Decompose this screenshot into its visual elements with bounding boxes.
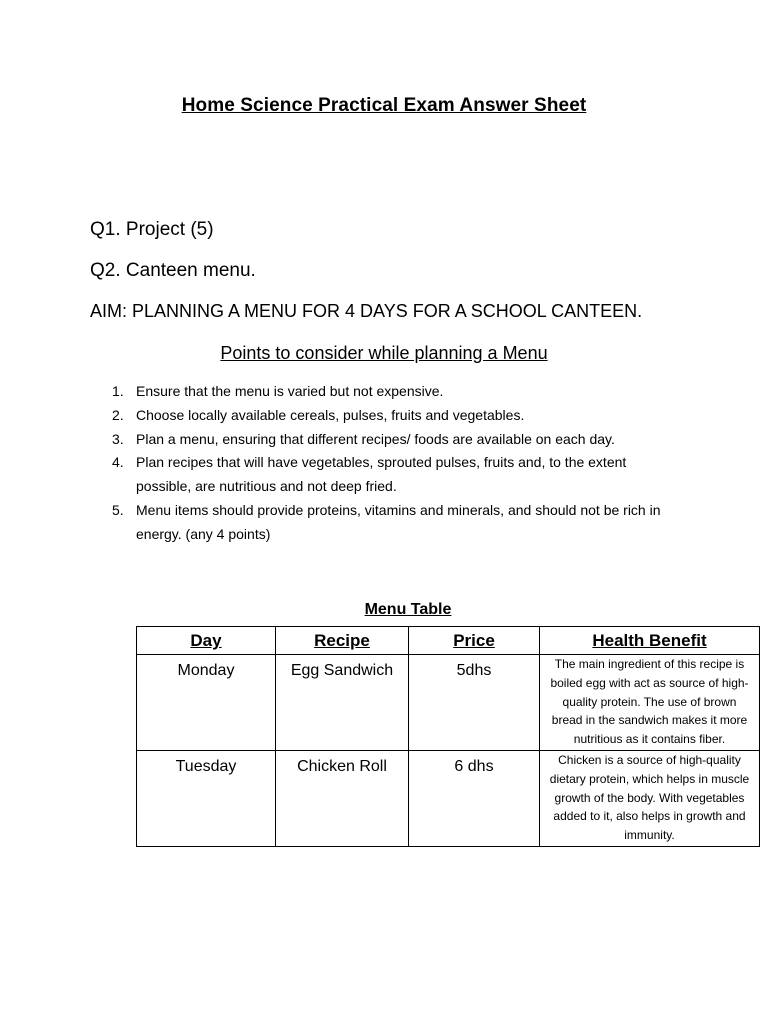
points-list: [112, 380, 682, 547]
list-item: [112, 428, 682, 452]
price-cell: 6 dhs: [409, 750, 540, 846]
health-benefit-cell: The main ingredient of this recipe is boiled egg with act as source of high-quality protein. The use of brown bread in the sandwich makes it more nutritious as it contains fiber.: [540, 655, 760, 751]
list-number: 1.: [112, 383, 124, 399]
list-text: Choose locally available cereals, pulses, fruits and vegetables.: [136, 406, 525, 423]
column-header-price: Price: [409, 627, 540, 655]
list-text: Menu items should provide proteins, vitamins and minerals, and should not be rich in energy. (any 4 points): [136, 501, 661, 542]
list-number: 2.: [112, 406, 124, 423]
column-header-health-benefit: Health Benefit: [540, 627, 760, 655]
menu-table: [136, 626, 760, 847]
list-number: 4.: [112, 454, 124, 471]
aim-statement: AIM: PLANNING A MENU FOR 4 DAYS FOR A SCHOOL CANTEEN.: [90, 301, 643, 321]
day-cell: Tuesday: [137, 750, 276, 846]
question-1: Q1. Project (5): [90, 219, 214, 240]
points-heading: Points to consider while planning a Menu: [220, 343, 548, 363]
list-number: 5.: [112, 501, 124, 518]
price-cell: 5dhs: [409, 655, 540, 751]
list-text: Ensure that the menu is varied but not expensive.: [136, 383, 444, 399]
list-item: [112, 451, 682, 499]
list-item: [112, 499, 682, 547]
menu-table-title: Menu Table: [364, 601, 452, 618]
day-cell: Monday: [137, 655, 276, 751]
list-text: Plan recipes that will have vegetables, sprouted pulses, fruits and, to the extent possible, are nutritious and not deep fried.: [136, 454, 627, 495]
column-header-day: Day: [137, 627, 276, 655]
recipe-cell: Egg Sandwich: [276, 655, 409, 751]
recipe-cell: Chicken Roll: [276, 750, 409, 846]
table-row: [137, 750, 760, 846]
table-row: [137, 655, 760, 751]
question-2: Q2. Canteen menu.: [90, 260, 256, 281]
table-header-row: [137, 627, 760, 655]
health-benefit-cell: Chicken is a source of high-quality dietary protein, which helps in muscle growth of the body. With vegetables added to it, also helps in growth and immunity.: [540, 750, 760, 846]
list-number: 3.: [112, 430, 124, 447]
page-title: Home Science Practical Exam Answer Sheet: [181, 95, 587, 116]
list-item: [112, 380, 682, 404]
column-header-recipe: Recipe: [276, 627, 409, 655]
list-item: [112, 404, 682, 428]
list-text: Plan a menu, ensuring that different recipes/ foods are available on each day.: [136, 430, 615, 447]
